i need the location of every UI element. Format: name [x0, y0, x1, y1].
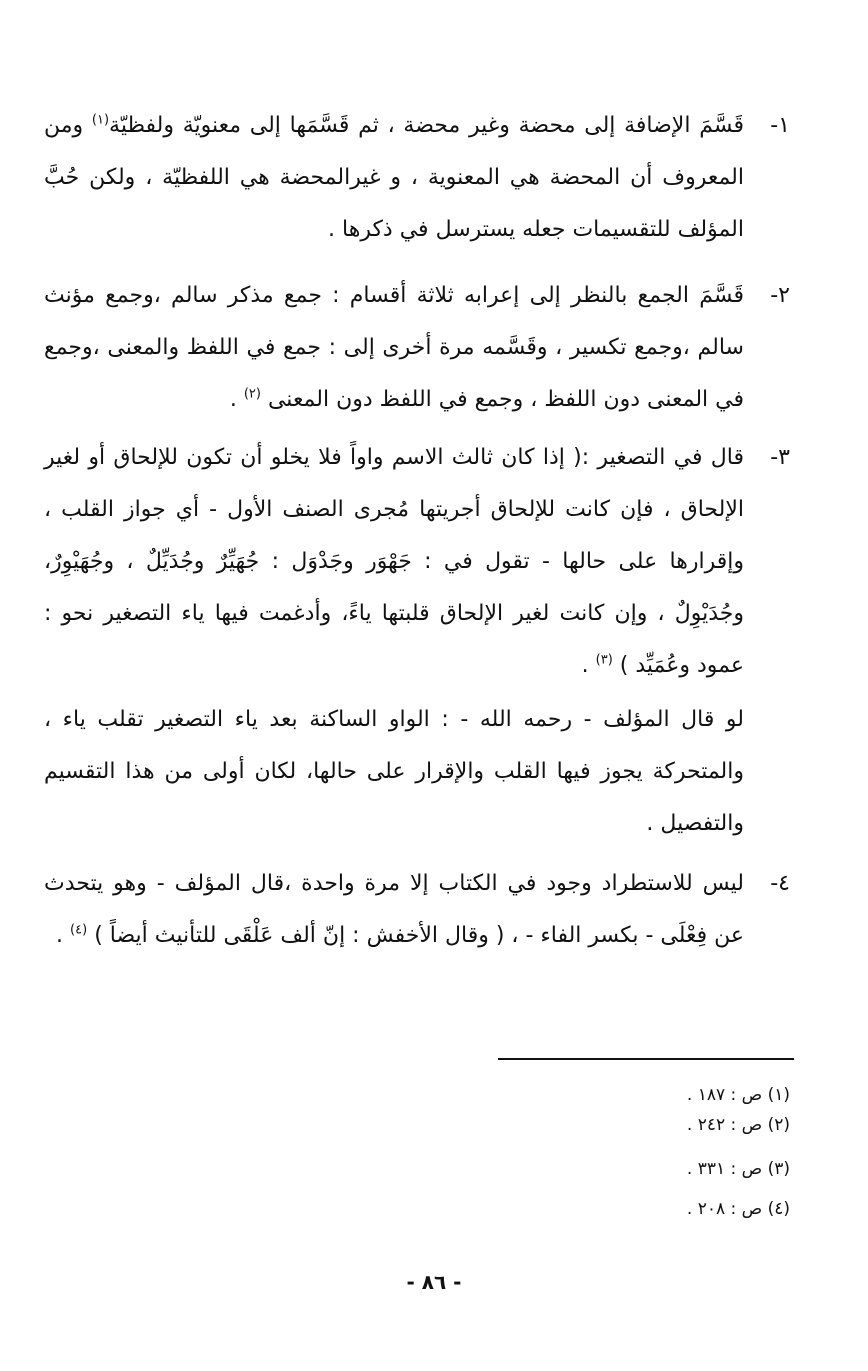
footnote-1: (١) ص : ١٨٧ .: [686, 1085, 790, 1105]
list-item-3: [44, 432, 790, 692]
footnote-2: (٢) ص : ٢٤٢ .: [686, 1115, 790, 1135]
footnote-divider: [498, 1058, 794, 1060]
item-number: ٣-: [770, 445, 790, 470]
item-number: ٢-: [770, 283, 790, 308]
item-text: ليس للاستطراد وجود في الكتاب إلا مرة واحدة ،قال المؤلف - وهو يتحدث عن فِعْلَى - بكسر الفاء - ، ( وقال الأخفش : إنّ ألف عَلْقَى للتأنيث أيضاً ) $^{(٤)}$ .: [44, 871, 744, 948]
list-item-1: [44, 100, 790, 256]
author-comment: لو قال المؤلف - رحمه الله - : الواو الساكنة بعد ياء التصغير تقلب ياء ، والمتحركة يجوز فيها القلب والإقرار على حالها، لكان أولى من هذا التقسيم والتفصيل .: [44, 707, 744, 836]
list-item-2: [44, 270, 790, 426]
footnote-ref: (٣): [595, 652, 613, 668]
footnote-ref: (٤): [70, 922, 88, 938]
list-item-4: [44, 858, 790, 962]
footnote-ref: (٢): [243, 386, 261, 402]
footnote-4: (٤) ص : ٢٠٨ .: [686, 1199, 790, 1219]
footnote-ref: (١): [91, 112, 110, 128]
item-text: قال في التصغير :( إذا كان ثالث الاسم واواً فلا يخلو أن تكون للإلحاق أو لغير الإلحاق ، فإن كانت للإلحاق أجريتها مُجرى الصنف الأول - أي جواز القلب ، وإقرارها على حالها - تقول في : جَهْوَر وجَدْوَل : جُهَيِّرٌ وجُدَيِّلٌ ، وجُهَيْوِرٌ، وجُدَيْوِلٌ ، وإن كانت لغير الإلحاق قلبتها ياءً، وأدغمت فيها ياء التصغير نحو : عمود وعُمَيِّد ) $^{(٣)}$ .: [44, 445, 744, 678]
item-number: ٤-: [770, 871, 790, 896]
item-text: قَسَّمَ الإضافة إلى محضة وغير محضة ، ثم قَسَّمَها إلى معنويّة ولفظيّة$^{(١)}$ ومن المعروف أن المحضة هي المعنوية ، و غيرالمحضة هي اللفظيّة ، ولكن حُبَّ المؤلف للتقسيمات جعله يسترسل في ذكرها .: [44, 112, 744, 242]
page-number: - ٨٦ -: [406, 1270, 462, 1294]
item-number: ١-: [770, 113, 790, 138]
item-text: قَسَّمَ الجمع بالنظر إلى إعرابه ثلاثة أقسام : جمع مذكر سالم ،وجمع مؤنث سالم ،وجمع تكسير ، وقَسَّمه مرة أخرى إلى : جمع في اللفظ والمعنى ،وجمع في المعنى دون اللفظ ، وجمع في اللفظ دون المعنى $^{(٢)}$ .: [44, 283, 744, 412]
footnote-3: (٣) ص : ٣٣١ .: [686, 1159, 790, 1179]
